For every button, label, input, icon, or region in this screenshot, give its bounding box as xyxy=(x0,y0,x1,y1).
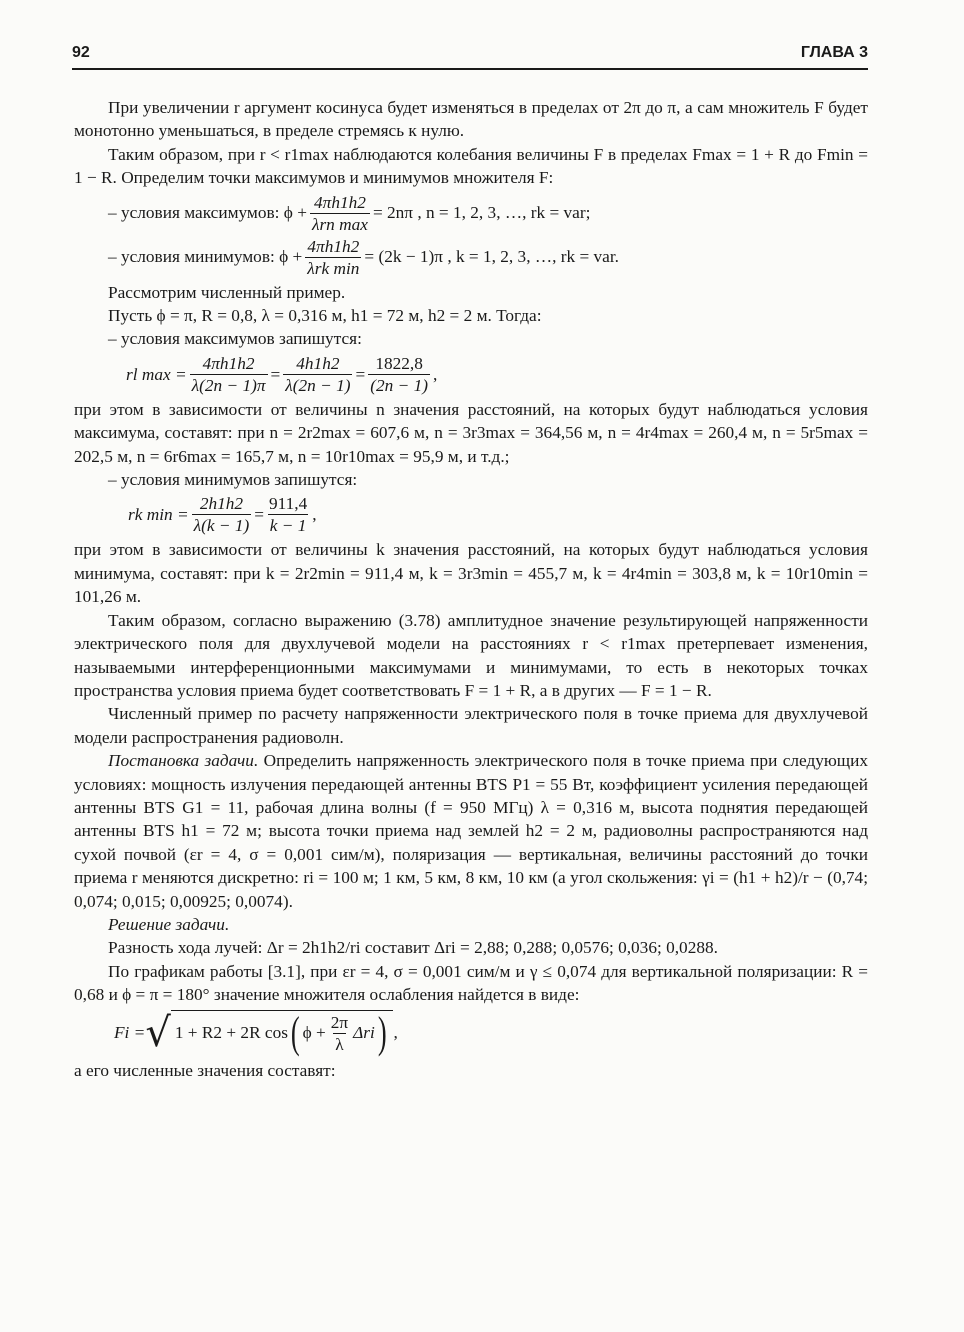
numerator: 4h1h2 xyxy=(296,353,340,373)
paragraph: Рассмотрим численный пример. xyxy=(108,282,346,302)
denominator: λrn max xyxy=(311,214,368,234)
fraction xyxy=(310,193,370,234)
page-header xyxy=(72,38,868,70)
numerator: 2h1h2 xyxy=(199,494,244,514)
equation-r-max: rl max = $\frac{4\pi h1h2}{\lambda(2n - 1)\pi}$ = $\frac{4h1h2}{\lambda(2n - 1)}$ = $\frac{1822,8}{(2n - 1)}$ , xyxy=(126,353,438,395)
fraction xyxy=(283,354,352,395)
numerator: 4πh1h2 xyxy=(307,236,360,256)
fraction xyxy=(368,354,430,395)
formula-tail: = (2k − 1)π , k = 1, 2, 3, …, rk = var. xyxy=(364,247,619,267)
paragraph xyxy=(74,749,868,913)
numerator: 1822,8 xyxy=(375,353,423,373)
denominator: λ xyxy=(335,1034,344,1054)
fraction xyxy=(267,494,309,535)
denominator: λ(2n − 1) xyxy=(285,375,351,395)
numerator: 911,4 xyxy=(268,494,308,514)
page-number: 92 xyxy=(72,44,90,61)
paragraph: – условия максимумов запишутся: xyxy=(108,329,362,349)
paragraph: Таким образом, при r < r1max наблюдаются колебания величины F в пределах Fmax = 1 + R до Fmin = 1 − R. Определим точки максимумов и минимумов множителя F: xyxy=(74,144,868,188)
equation-r-min: rk min = $\frac{2h1h2}{\lambda(k - 1)}$ = $\frac{911,4}{k - 1}$ , xyxy=(128,494,317,536)
paragraph: По графикам работы [3.1], при εr = 4, σ = 0,001 сим/м и γ ≤ 0,074 для вертикальной поляризации: R = 0,68 и ϕ = π = 180° значение множителя ослабления найдется в виде: xyxy=(74,961,868,1005)
denominator: λrk min xyxy=(307,258,360,278)
equation-attenuation xyxy=(74,1010,868,1056)
cos-argument: ϕ + xyxy=(302,1023,326,1043)
paragraph: при этом в зависимости от величины k значения расстояний, на которых будут наблюдаться условия минимума, составят: при k = 2r2min = 911,4 м, k = 3r3min = 455,7 м, k = 4r4min = 303,8 м, k = 10r10min = 101,26 м. xyxy=(74,540,868,607)
paragraph-text: Определить напряженность электрического поля в точке приема при следующих условиях: мощность излучения передающей антенны BTS P1 = 55 Вт, коэффициент усиления передающей антенны BTS G1 = 11, рабочая длина волны (f = 950 МГц) λ = 0,316 м, высота поднятия передающей антенны BTS h1 = 72 м; высота точки приема над землей h2 = 2 м, радиоволны распространяются над сухой почвой (εr = 4, σ = 0,001 сим/м), поляризация — вертикальная, величины расстояний до точки приема r меняются дискретно: ri = 100 м; 1 км, 5 км, 8 км, 10 км (а угол скольжения: γi = (h1 + h2)/r − (0,74; 0,074; 0,015; 0,00925; 0,0074). xyxy=(74,751,868,911)
square-root: √ 1 + R2 + 2R cos ( ϕ + $\frac{2\pi}{\lambda}$ Δri ) xyxy=(145,1010,393,1056)
equation-lhs: rk min = xyxy=(128,505,189,525)
equation-lhs: Fi = xyxy=(114,1022,146,1042)
solution-heading: Решение задачи. xyxy=(108,914,230,934)
fraction xyxy=(329,1013,350,1054)
formula-tail: , xyxy=(393,1022,398,1042)
fraction xyxy=(305,237,361,278)
paragraph: – условия минимумов запишутся: xyxy=(108,470,358,490)
paragraph xyxy=(74,913,868,936)
paragraph: Численный пример по расчету напряженности электрического поля в точке приема для двухлучевой модели распространения радиоволн. xyxy=(74,704,868,747)
fraction xyxy=(192,494,252,535)
chapter-label: ГЛАВА 3 xyxy=(800,44,868,61)
formula-label: – условия максимумов: ϕ + xyxy=(108,203,307,223)
formula-min-condition xyxy=(74,237,868,278)
paragraph: Пусть ϕ = π, R = 0,8, λ = 0,316 м, h1 = 72 м, h2 = 2 м. Тогда: xyxy=(108,306,542,326)
denominator: λ(2n − 1)π xyxy=(191,375,266,395)
numerator: 2π xyxy=(330,1012,349,1032)
formula-max-condition xyxy=(74,193,868,234)
paragraph: а его численные значения составят: xyxy=(74,1060,336,1080)
denominator: (2n − 1) xyxy=(370,375,428,395)
formula-tail: = 2nπ , n = 1, 2, 3, …, rk = var; xyxy=(372,203,591,223)
page-body xyxy=(74,96,868,1082)
equation-lhs: rl max = xyxy=(126,364,187,384)
denominator: k − 1 xyxy=(269,516,307,536)
fraction xyxy=(190,354,268,395)
denominator: λ(k − 1) xyxy=(193,516,250,536)
paragraph: Разность хода лучей: Δr = 2h1h2/ri составит Δri = 2,88; 0,288; 0,0576; 0,036; 0,0288. xyxy=(108,938,718,958)
delta-r: Δri xyxy=(353,1023,375,1043)
paragraph: Таким образом, согласно выражению (3.78) амплитудное значение результирующей напряженности электрического поля для двухлучевой модели на расстояниях r < r1max претерпевает изменения, называемыми интерференционными максимумами и минимумами, то есть в некоторых точках пространства условия приема будет соответствовать F = 1 + R, а в других — F = 1 − R. xyxy=(74,610,868,700)
paragraph: При увеличении r аргумент косинуса будет изменяться в пределах от 2π до π, а сам множитель F будет монотонно уменьшаться, в пределе стремясь к нулю. xyxy=(74,98,868,141)
numerator: 4πh1h2 xyxy=(202,353,255,373)
formula-label: – условия минимумов: ϕ + xyxy=(108,247,303,267)
radicand: 1 + R2 + 2R cos xyxy=(174,1023,288,1043)
numerator: 4πh1h2 xyxy=(314,192,366,212)
paragraph: при этом в зависимости от величины n значения расстояний, на которых будут наблюдаться условия максимума, составят: при n = 2r2max = 607,6 м, n = 3r3max = 364,56 м, n = 4r4max = 260,4 м, n = 5r5max = 202,5 м, n = 6r6max = 165,7 м, n = 10r10max = 95,9 м, и т.д.; xyxy=(74,399,868,466)
paragraph-lead: Постановка задачи. xyxy=(108,751,259,771)
